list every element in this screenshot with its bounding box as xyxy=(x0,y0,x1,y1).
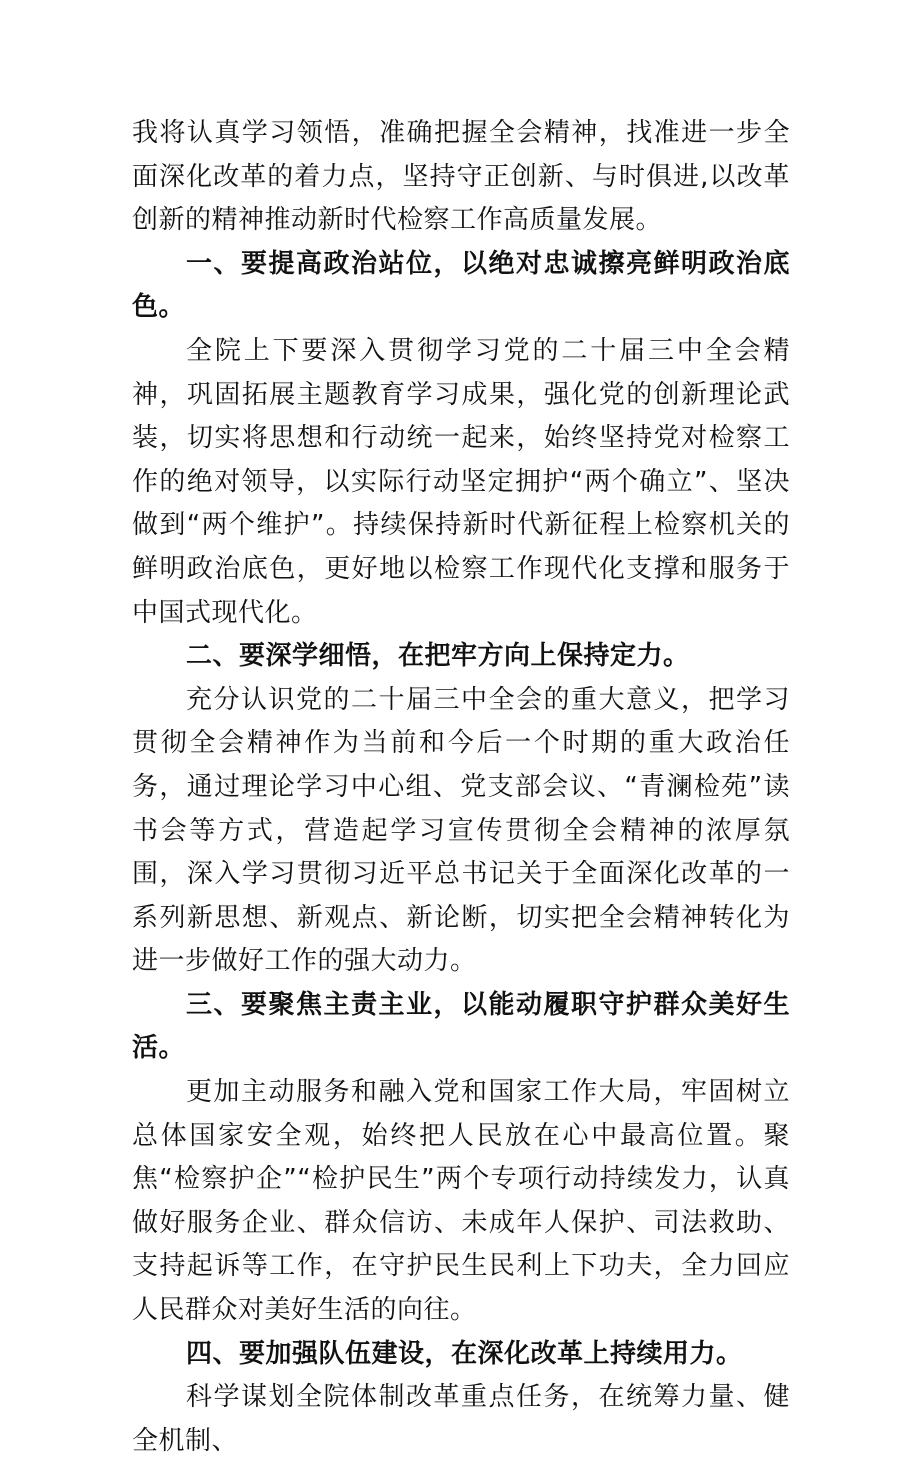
section-body-1: 全院上下要深入贯彻学习党的二十届三中全会精神，巩固拓展主题教育学习成果，强化党的创新理论武装，切实将思想和行动统一起来，始终坚持党对检察工作的绝对领导，以实际行动坚定拥护“两个确立”、坚决做到“两个维护”。持续保持新时代新征程上检察机关的鲜明政治底色，更好地以检察工作现代化支撑和服务于中国式现代化。 xyxy=(132,335,790,628)
section-body-4: 科学谋划全院体制改革重点任务，在统筹力量、健全机制、 xyxy=(132,1382,790,1456)
section-heading-3: 三、要聚焦主责主业，以能动履职守护群众美好生活。 xyxy=(132,989,790,1064)
section-body-2: 充分认识党的二十届三中全会的重大意义，把学习贯彻全会精神作为当前和今后一个时期的重大政治任务，通过理论学习中心组、党支部会议、“青澜检苑”读书会等方式，营造起学习宣传贯彻全会精神的浓厚氛围，深入学习贯彻习近平总书记关于全面深化改革的一系列新思想、新观点、新论断，切实把全会精神转化为进一步做好工作的强大动力。 xyxy=(132,684,790,977)
section-heading-4: 四、要加强队伍建设，在深化改革上持续用力。 xyxy=(186,1338,743,1369)
intro-paragraph: 我将认真学习领悟，准确把握全会精神，找准进一步全面深化改革的着力点，坚持守正创新、与时俱进,以改革创新的精神推动新时代检察工作高质量发展。 xyxy=(132,118,790,236)
section-heading-2: 二、要深学细悟，在把牢方向上保持定力。 xyxy=(186,641,690,672)
section-heading-1: 一、要提高政治站位，以绝对忠诚擦亮鲜明政治底色。 xyxy=(132,248,790,323)
section-body-3: 更加主动服务和融入党和国家工作大局，牢固树立总体国家安全观，始终把人民放在心中最高位置。聚焦“检察护企”“检护民生”两个专项行动持续发力，认真做好服务企业、群众信访、未成年人保护、司法救助、支持起诉等工作，在守护民生民利上下功夫，全力回应人民群众对美好生活的向往。 xyxy=(132,1077,790,1326)
